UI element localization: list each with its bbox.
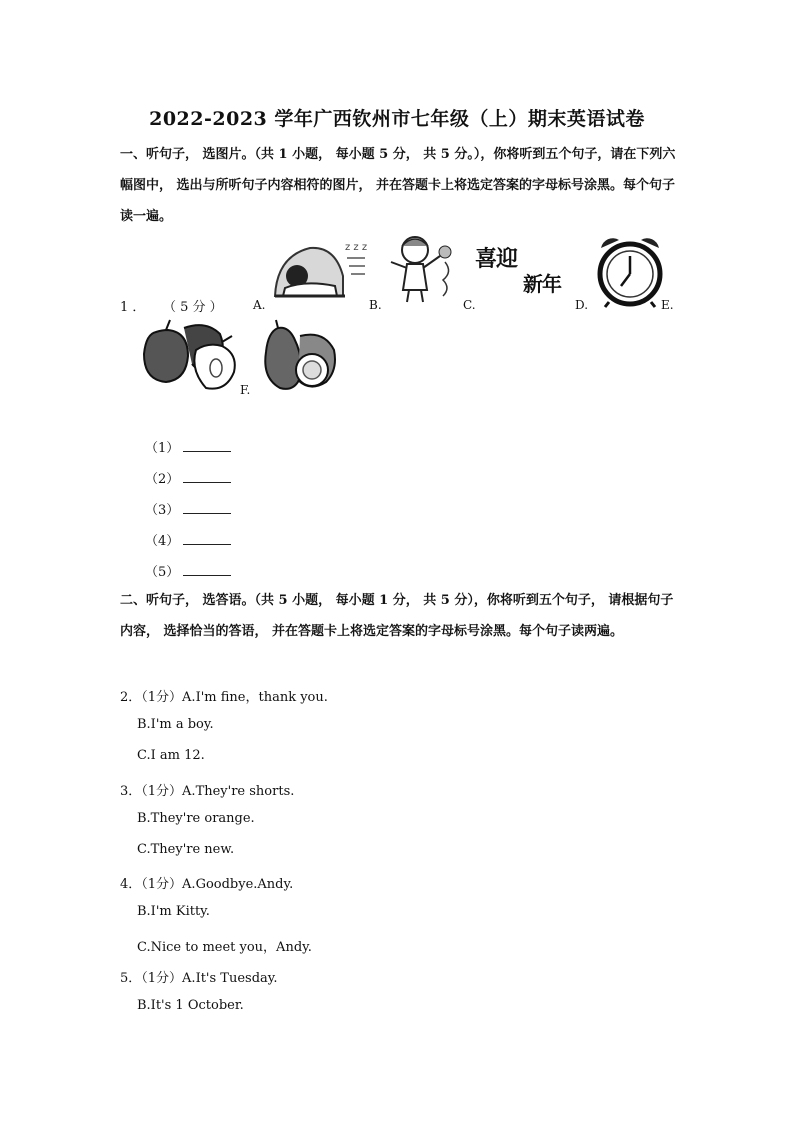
answer-blank[interactable] [183,501,231,514]
alarm-clock-image [591,234,669,308]
label-c: C. [463,298,476,312]
label-b: B. [369,298,382,312]
label-d: D. [575,298,589,312]
fruit-image [254,318,338,394]
apples-image [136,314,240,394]
question-2-option-c: C.I am 12. [137,748,205,763]
answer-line-2 [145,468,231,487]
label-e: E. [661,298,674,312]
question-2-head: 2．（1分）A.I'm fine，thank you. [120,690,328,705]
label-f: F. [240,383,251,397]
girl-image [385,232,460,304]
new-year-text-2: 新年 [523,272,561,296]
question-2-option-b: B.I'm a boy. [137,717,214,732]
answer-number: （1） [145,441,180,456]
answer-line-5 [145,561,231,580]
answer-line-4 [145,530,231,549]
question-3-head: 3．（1分）A.They're shorts. [120,784,295,799]
question-4-head: 4．（1分）A.Goodbye.Andy. [120,877,294,892]
q1-score: （ 5 分 ） [163,300,223,315]
label-a: A. [253,298,266,312]
answer-number: （3） [145,503,180,518]
question-4-option-c: C.Nice to meet you，Andy. [137,940,312,955]
answer-line-1 [145,437,231,456]
answer-blank[interactable] [183,470,231,483]
answer-blank[interactable] [183,563,231,576]
section2-instructions: 二、听句子， 选答语。（共 5 小题， 每小题 1 分， 共 5 分），你将听到五个句子， 请根据句子内容， 选择恰当的答语， 并在答题卡上将选定答案的字母标号涂黑。每个句子读两遍。 [120,593,674,639]
answer-line-3 [145,499,231,518]
svg-text:z z z: z z z [345,242,368,253]
question-4-option-b: B.I'm Kitty. [137,904,210,919]
new-year-text-1: 喜迎 [475,247,518,272]
question-5-option-b: B.It's 1 October. [137,998,244,1013]
answer-number: （2） [145,472,180,487]
answer-blank[interactable] [183,439,231,452]
question-3-option-c: C.They're new. [137,842,235,857]
q1-number: 1 ． [120,300,146,315]
section1-instructions: 一、听句子， 选图片。（共 1 小题， 每小题 5 分， 共 5 分。），你将听到五个句子，请在下列六幅图中， 选出与所听句子内容相符的图片， 并在答题卡上将选定答案的字母标号涂黑。每个句子读一遍。 [120,147,676,224]
answer-number: （5） [145,565,180,580]
sleeping-boy-image [265,236,370,304]
new-year-image [473,240,583,302]
question-5-head: 5．（1分）A.It's Tuesday. [120,971,278,986]
question-3-option-b: B.They're orange. [137,811,255,826]
answer-number: （4） [145,534,180,549]
answer-blank[interactable] [183,532,231,545]
page-title: 2022-2023 学年广西钦州市七年级（上）期末英语试卷 [149,108,645,130]
